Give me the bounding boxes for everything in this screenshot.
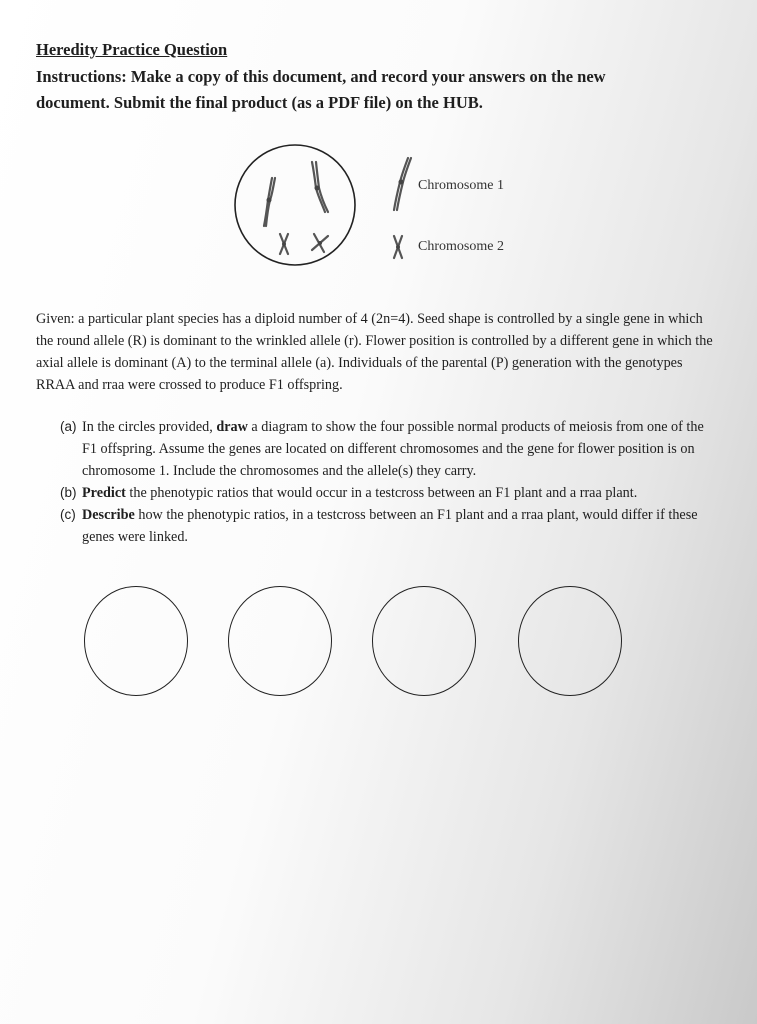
legend-chromosome-1-icon — [394, 158, 411, 210]
legend-label-chromosome-1: Chromosome 1 — [418, 178, 504, 193]
question-tag: (a) — [60, 419, 77, 434]
question-b — [60, 482, 710, 504]
cell-diagram-svg — [230, 140, 550, 280]
given-paragraph: Given: a particular plant species has a diploid number of 4 (2n=4). Seed shape is controlled by a single gene in which the round allele (R) is dominant to the wrinkled allele (r). Flower position is controlled by a different gene in which the axial allele is dominant (A) to the terminal allele (a). Individuals of the parental (P) generation with the genotypes RRAA and rraa were crossed to produce F1 offspring. — [36, 311, 713, 393]
cell-chromosome-1-right — [312, 162, 328, 212]
question-tag: (b) — [60, 485, 77, 500]
answer-circle-3[interactable] — [372, 586, 476, 696]
cell-diagram — [230, 140, 550, 280]
question-verb: Predict — [82, 485, 126, 501]
question-text: how the phenotypic ratios, in a testcross between an F1 plant and a rraa plant, would differ if these genes were linked. — [82, 507, 698, 545]
page-title: Heredity Practice Question — [36, 40, 228, 59]
cell-chromosome-2-left — [280, 234, 288, 254]
question-text: a diagram to show the four possible normal products of meiosis from one of the F1 offspring. Assume the genes are located on different chromosomes and the gene for flower position is on chromosome 1. Include the chromosomes and the allele(s) they carry. — [82, 419, 704, 479]
question-verb: draw — [216, 419, 248, 435]
cell-circle — [235, 145, 355, 265]
instructions-text: Instructions: Make a copy of this document, and record your answers on the new document. Submit the final product (as a PDF file) on the HUB. — [36, 67, 606, 112]
question-a — [60, 416, 710, 482]
question-list — [60, 416, 710, 548]
answer-circle-2[interactable] — [228, 586, 332, 696]
question-verb: Describe — [82, 507, 135, 523]
legend-chromosome-2-icon — [394, 236, 402, 258]
question-c — [60, 504, 710, 548]
answer-circle-4[interactable] — [518, 586, 622, 696]
legend-label-chromosome-2: Chromosome 2 — [418, 239, 504, 254]
question-text: the phenotypic ratios that would occur in a testcross between an F1 plant and a rraa plant. — [125, 485, 638, 501]
answer-circle-1[interactable] — [84, 586, 188, 696]
cell-chromosome-2-right — [312, 234, 328, 252]
question-tag: (c) — [60, 507, 76, 522]
question-text: In the circles provided, — [82, 419, 217, 435]
cell-chromosome-1-left — [264, 178, 275, 226]
